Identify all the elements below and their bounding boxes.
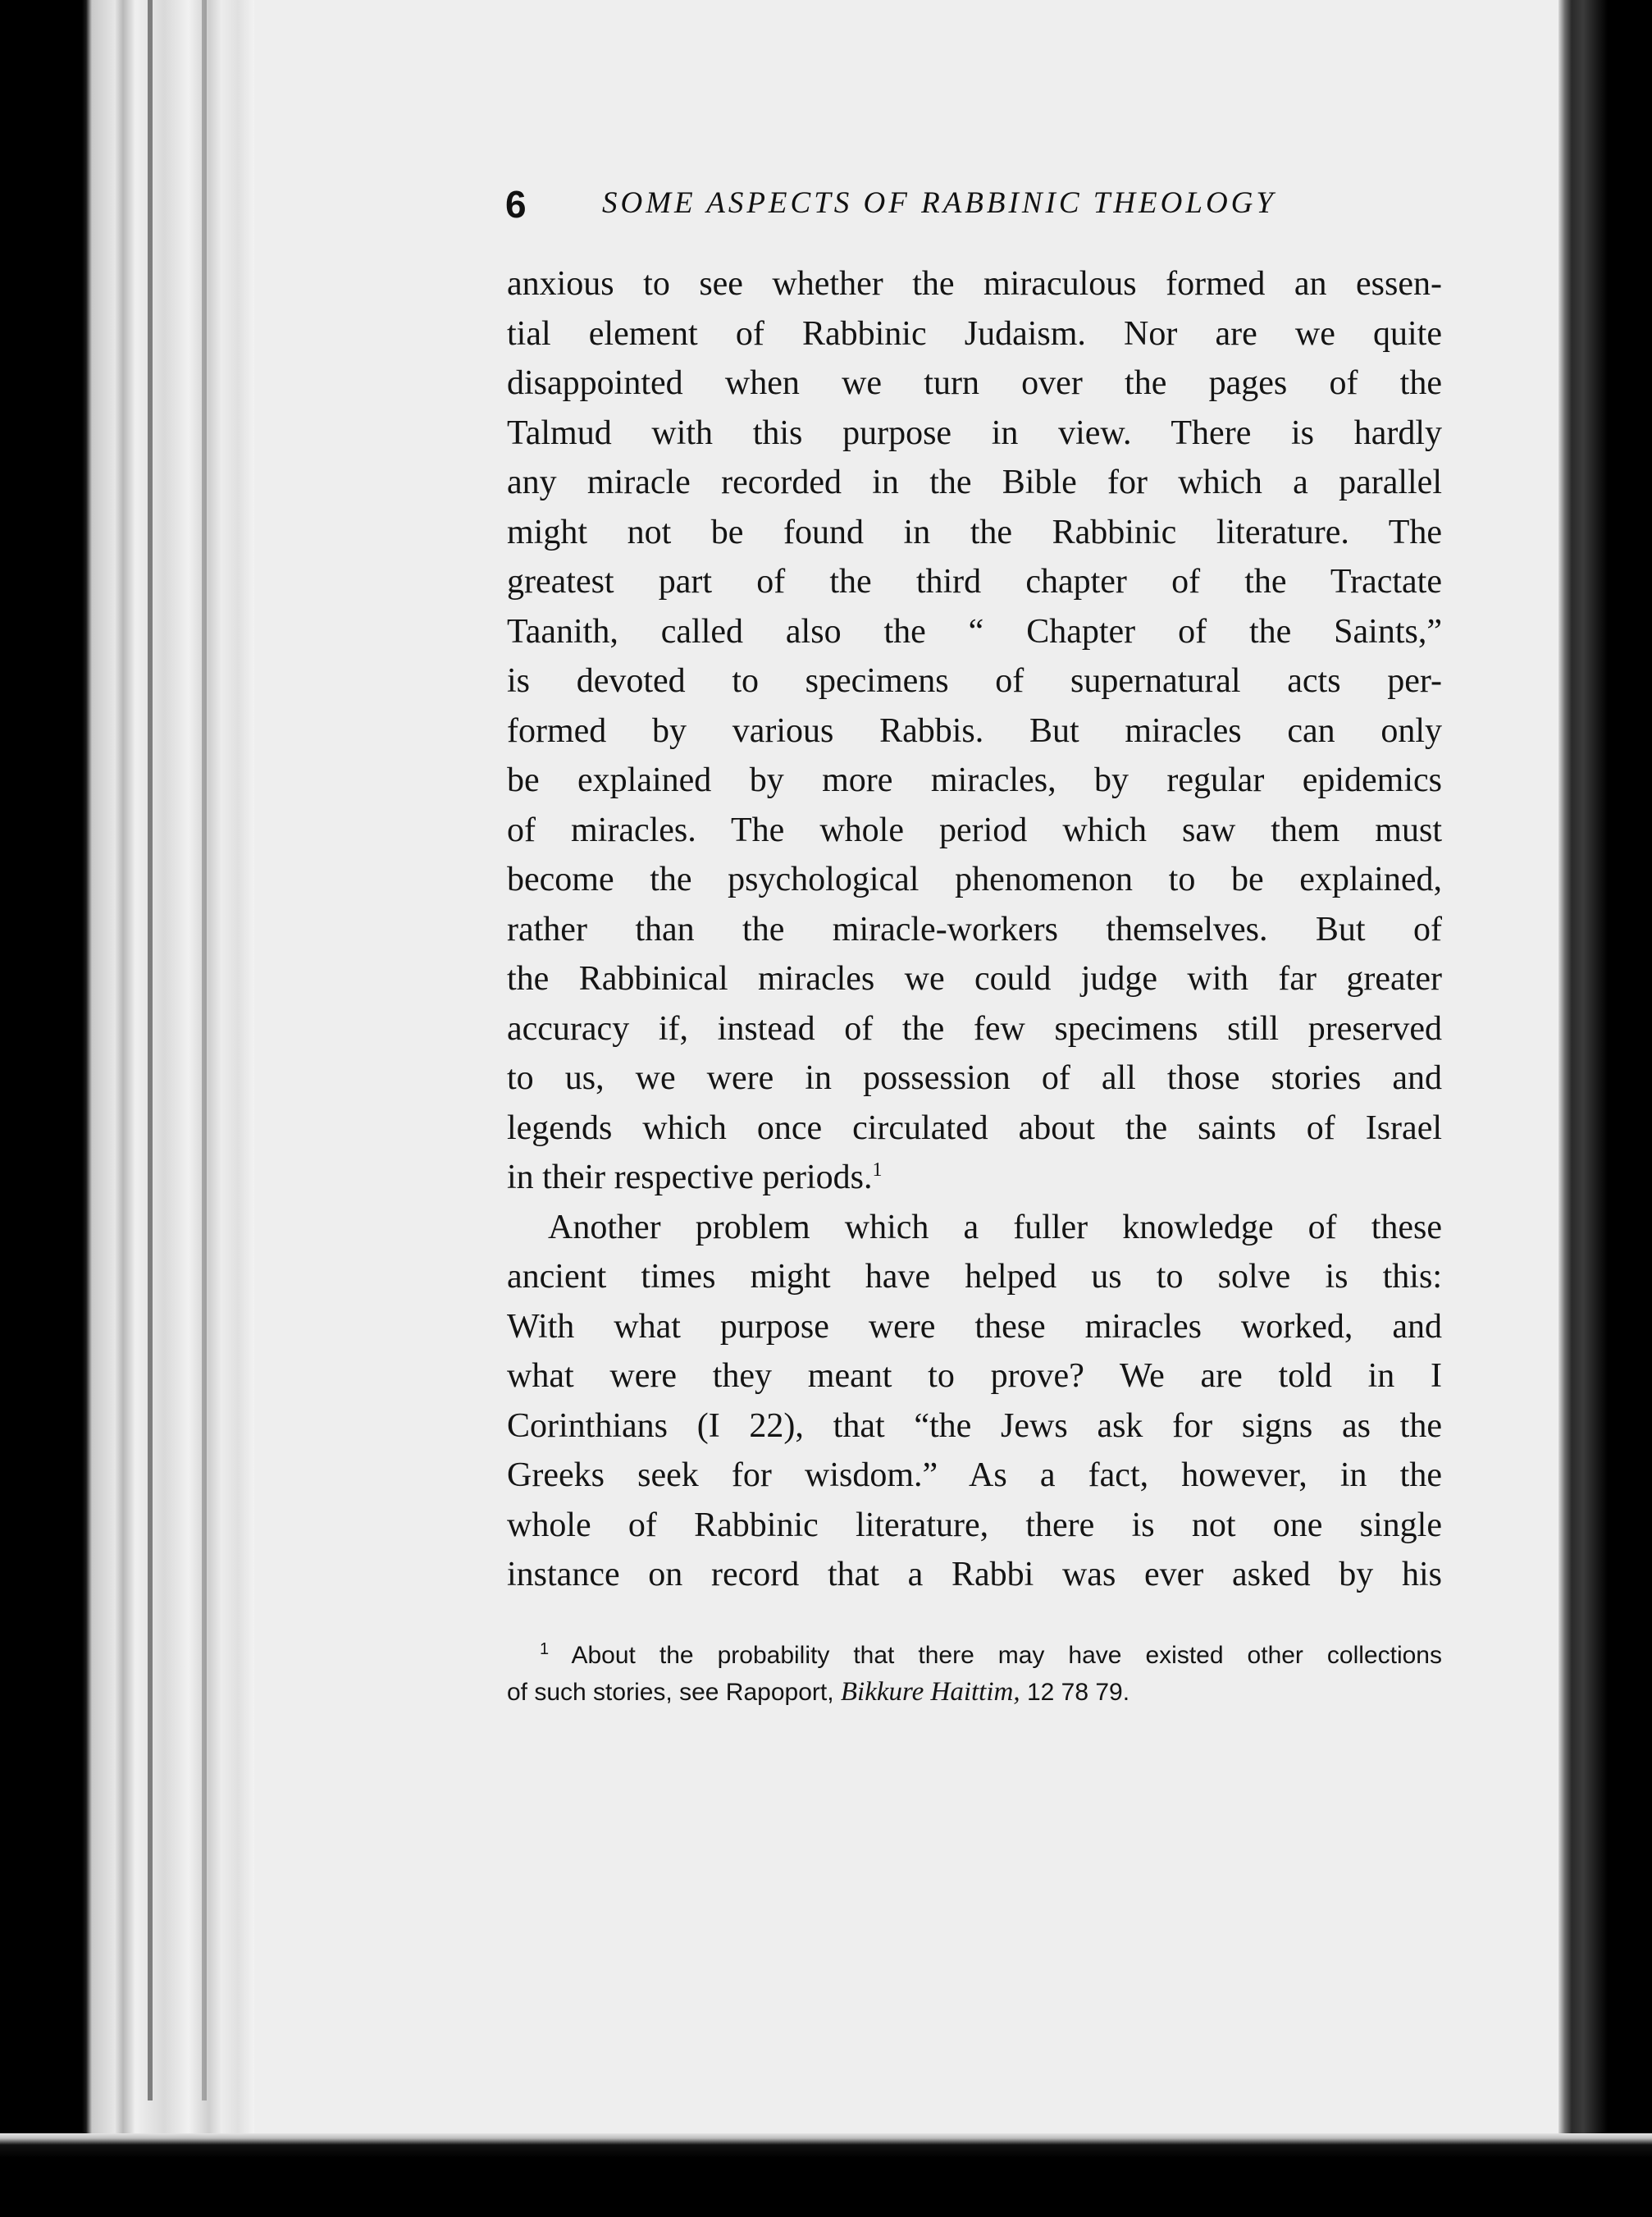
text-line: disappointed when we turn over the pages of the [507,364,1442,402]
text-line: instance on record that a Rabbi was ever asked by his [507,1556,1442,1593]
text-line: to us, we were in possession of all those stories and [507,1059,1442,1097]
text-line: ancient times might have helped us to solve is this: [507,1258,1442,1296]
text-line: Talmud with this purpose in view. There is hardly [507,414,1442,452]
text-line: Taanith, called also the “ Chapter of the Saints,” [507,612,1442,651]
text-line: formed by various Rabbis. But miracles can only [507,711,1442,750]
text-line: tial element of Rabbinic Judaism. Nor are we quite [507,314,1442,353]
text-line: whole of Rabbinic literature, there is not one single [507,1506,1442,1544]
text-line: Greeks seek for wisdom.” As a fact, however, in the [507,1456,1442,1494]
text-line: might not be found in the Rabbinic literature. The [507,513,1442,551]
footnote-marker: 1 [540,1640,550,1658]
text-line: With what purpose were these miracles worked, and [507,1307,1442,1346]
footnote-text: 12 78 79. [1020,1679,1130,1706]
text-line: any miracle recorded in the Bible for which a parallel [507,464,1442,501]
footnote-reference: 1 [872,1159,883,1181]
text-line: the Rabbinical miracles we could judge with far greater [507,960,1442,998]
footnote-text: of such stories, see Rapoport, [507,1679,841,1706]
paragraph-end-line [507,1153,1442,1203]
gutter-shadow [202,0,207,2100]
footnote [507,1638,1442,1711]
running-header [505,182,1440,228]
footnote-citation-title: Bikkure Haittim, [840,1677,1020,1707]
book-gutter [0,0,271,2217]
footnote-line [507,1638,1442,1674]
text-line: become the psychological phenomenon to be explained, [507,861,1442,898]
text-line: in their respective periods. [507,1159,873,1196]
footnote-text: About the probability that there may have existed other collections [571,1642,1442,1669]
text-line: greatest part of the third chapter of the Tractate [507,563,1442,601]
text-line: Corinthians (I 22), that “the Jews ask for signs as the [507,1406,1442,1445]
text-line: anxious to see whether the miraculous formed an essen- [507,265,1442,303]
text-line: accuracy if, instead of the few specimens still preserved [507,1009,1442,1048]
running-title: SOME ASPECTS OF RABBINIC THEOLOGY [602,186,1276,220]
text-line: rather than the miracle-workers themselves. But of [507,910,1442,949]
text-line: Another problem which a fuller knowledge of these [548,1208,1442,1246]
text-line: legends which once circulated about the saints of Israel [507,1108,1442,1147]
text-line: of miracles. The whole period which saw them must [507,811,1442,849]
text-line: be explained by more miracles, by regular epidemics [507,761,1442,799]
text-line: is devoted to specimens of supernatural acts per- [507,662,1442,700]
page-right-edge [1558,0,1652,2217]
body-text [507,259,1442,1600]
page-bottom-edge [0,2133,1652,2217]
text-line: what were they meant to prove? We are told in I [507,1357,1442,1395]
page-number: 6 [505,183,527,226]
gutter-shadow [148,0,153,2100]
footnote-line [507,1674,1442,1711]
